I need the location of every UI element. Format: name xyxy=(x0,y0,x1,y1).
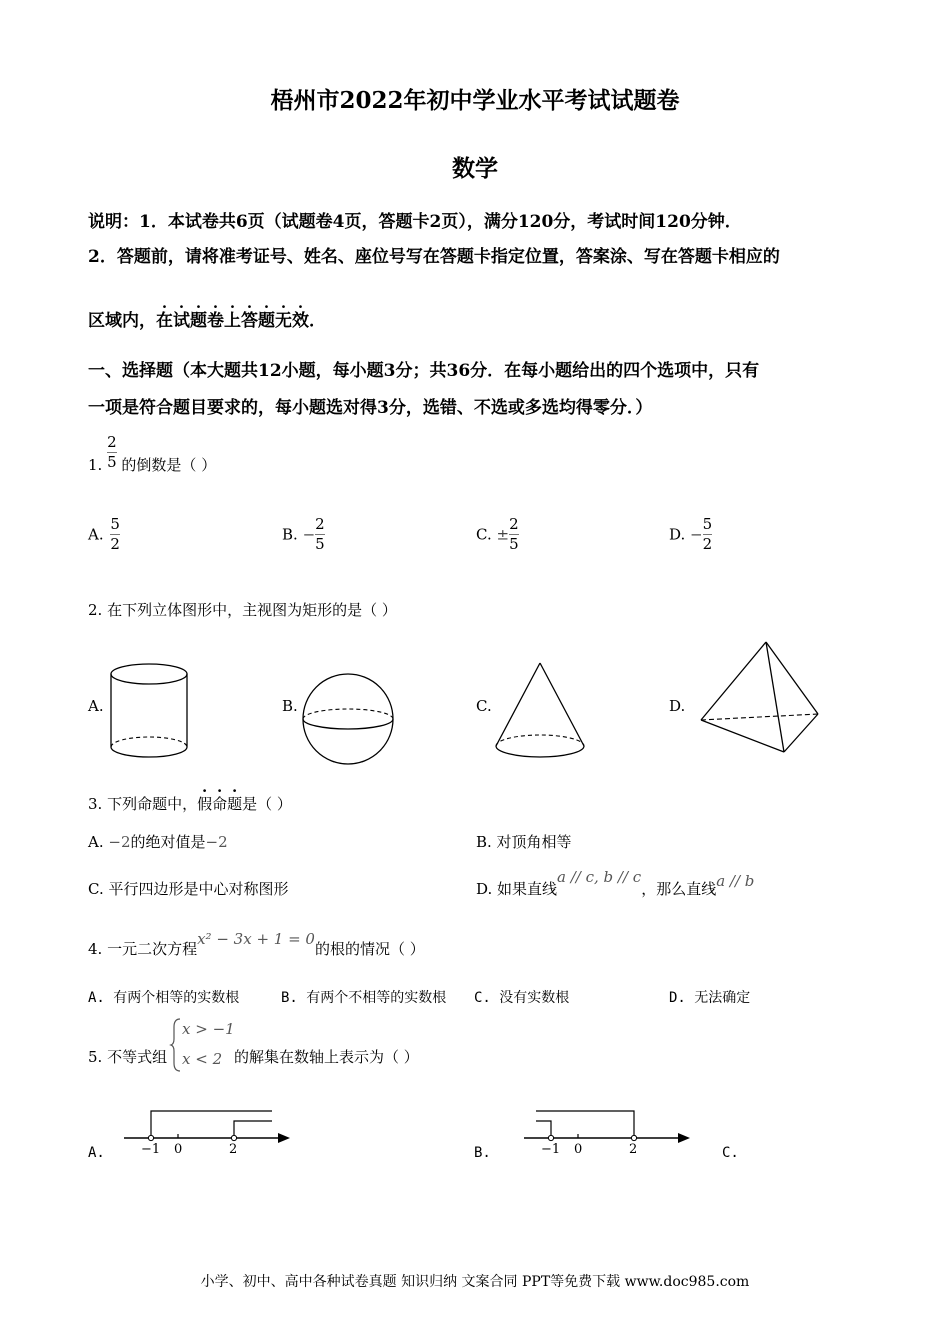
option-text: 的绝对值是 xyxy=(130,833,206,851)
emphasis-char: 答 xyxy=(241,311,258,331)
q2-option-b-label[interactable]: B. xyxy=(282,697,298,715)
q5-option-c-label[interactable]: C. xyxy=(722,1145,739,1161)
question-2: 2. 在下列立体图形中，主视图为矩形的是（ ） xyxy=(88,601,397,619)
q2-option-c-label[interactable]: C. xyxy=(476,697,492,715)
fraction-denominator: 5 xyxy=(509,535,519,553)
q1-option-d[interactable] xyxy=(669,516,712,553)
question-1-text: 的倒数是（ ） xyxy=(121,456,217,474)
question-4-prefix: 4. 一元二次方程 xyxy=(88,940,198,958)
question-4-suffix: 的根的情况（ ） xyxy=(314,940,425,958)
math-expression: −2 xyxy=(108,833,131,851)
math-expression: −2 xyxy=(205,833,228,851)
instruction-line-3 xyxy=(88,306,326,331)
fraction-denominator: 5 xyxy=(315,535,325,553)
emphasis-char: 卷 xyxy=(207,311,224,331)
fraction-denominator: 5 xyxy=(107,453,117,471)
q3-option-a[interactable] xyxy=(88,831,228,852)
q4-option-b[interactable]: B. 有两个不相等的实数根 xyxy=(281,990,447,1006)
emphasis-char: 在 xyxy=(156,311,173,331)
fraction-numerator: 5 xyxy=(110,515,120,533)
q3-option-b[interactable]: B. 对顶角相等 xyxy=(476,833,572,851)
tick-label: 0 xyxy=(174,1142,183,1157)
q5-option-b-label[interactable]: B. xyxy=(474,1145,491,1161)
q1-option-a[interactable] xyxy=(88,516,120,553)
cylinder-figure xyxy=(108,662,192,762)
math-expression: a // b xyxy=(716,872,755,890)
tick-label: 0 xyxy=(574,1142,583,1157)
question-4 xyxy=(88,930,425,959)
fraction xyxy=(110,516,120,553)
inequality-2: x < 2 xyxy=(182,1050,223,1068)
sphere-figure xyxy=(300,671,398,769)
fraction xyxy=(107,434,117,471)
fraction-numerator: 5 xyxy=(702,515,713,533)
option-sign: − xyxy=(690,525,703,544)
q4-option-c[interactable]: C. 没有实数根 xyxy=(474,990,570,1006)
q2-option-d-label[interactable]: D. xyxy=(669,697,686,715)
fraction xyxy=(509,516,519,553)
question-3-suffix: 是（ ） xyxy=(242,795,292,813)
inequality-1: x > −1 xyxy=(182,1020,235,1038)
tick-label: −1 xyxy=(541,1142,561,1157)
fraction-numerator: 2 xyxy=(315,515,325,533)
q2-option-a-label[interactable]: A. xyxy=(88,697,104,715)
fraction xyxy=(315,516,325,553)
math-expression: x² − 3x + 1 = 0 xyxy=(197,930,315,948)
option-label: D. xyxy=(669,525,686,544)
instruction-line-3-suffix: ． xyxy=(309,311,326,331)
instruction-line-1: 说明：1．本试卷共6页（试题卷4页，答题卡2页），满分120分，考试时间120分钟． xyxy=(88,212,742,232)
q3-option-c[interactable]: C. 平行四边形是中心对称图形 xyxy=(88,880,289,898)
option-text: ，那么直线 xyxy=(641,880,717,898)
q1-option-c[interactable] xyxy=(476,516,519,553)
cone-figure xyxy=(490,660,588,770)
question-3-prefix: 3. 下列命题中， xyxy=(88,795,198,813)
question-3 xyxy=(88,793,292,814)
fraction-denominator: 2 xyxy=(702,535,713,553)
tetrahedron-figure xyxy=(696,638,824,758)
system-brace xyxy=(170,1017,182,1073)
emphasis-char: 无 xyxy=(275,311,292,331)
q4-option-d[interactable]: D. 无法确定 xyxy=(669,990,751,1006)
emphasis-char: 假 xyxy=(197,795,213,813)
section-header-line-2: 一项是符合题目要求的，每小题选对得3分，选错、不选或多选均得零分．） xyxy=(88,398,653,418)
subject-title: 数学 xyxy=(452,155,498,182)
option-label: C. xyxy=(476,525,492,544)
option-text: D. 如果直线 xyxy=(476,880,558,898)
emphasis-char: 上 xyxy=(224,311,241,331)
option-sign: ± xyxy=(496,525,510,544)
fraction-denominator: 2 xyxy=(110,535,120,553)
page-footer: 小学、初中、高中各种试卷真题 知识归纳 文案合同 PPT等免费下载 www.doc985.com xyxy=(200,1274,750,1290)
question-1 xyxy=(88,430,216,475)
emphasis-char: 题 xyxy=(227,795,243,813)
emphasis-char: 题 xyxy=(190,311,207,331)
question-number: 1. xyxy=(88,455,103,474)
emphasis-char: 效 xyxy=(292,311,309,331)
tick-label: −1 xyxy=(141,1142,161,1157)
q1-option-b[interactable] xyxy=(282,516,325,553)
option-label: B. xyxy=(282,525,298,544)
exam-title: 梧州市2022年初中学业水平考试试题卷 xyxy=(270,87,680,114)
fraction xyxy=(703,516,713,553)
fraction-numerator: 2 xyxy=(107,433,117,451)
tick-label: 2 xyxy=(229,1142,238,1157)
emphasis-char: 命 xyxy=(212,795,228,813)
option-label: A. xyxy=(88,525,104,544)
question-5-suffix: 的解集在数轴上表示为（ ） xyxy=(234,1048,419,1066)
option-sign: − xyxy=(302,525,316,544)
math-expression: a // c, b // c xyxy=(557,868,642,886)
emphasis-char: 试 xyxy=(173,311,190,331)
instruction-line-3-prefix: 区域内， xyxy=(88,311,156,331)
section-header-line-1: 一、选择题（本大题共12小题，每小题3分；共36分．在每小题给出的四个选项中，只有 xyxy=(88,361,760,381)
q3-option-d[interactable] xyxy=(476,868,755,899)
q5-option-a-label[interactable]: A. xyxy=(88,1145,105,1161)
tick-label: 2 xyxy=(629,1142,638,1157)
q4-option-a[interactable]: A. 有两个相等的实数根 xyxy=(88,990,240,1006)
question-5-prefix: 5. 不等式组 xyxy=(88,1048,168,1066)
option-label: A. xyxy=(88,833,109,851)
instruction-line-2: 2．答题前，请将准考证号、姓名、座位号写在答题卡指定位置，答案涂、写在答题卡相应的 xyxy=(88,247,780,267)
fraction-numerator: 2 xyxy=(509,515,519,533)
emphasis-char: 题 xyxy=(258,311,275,331)
